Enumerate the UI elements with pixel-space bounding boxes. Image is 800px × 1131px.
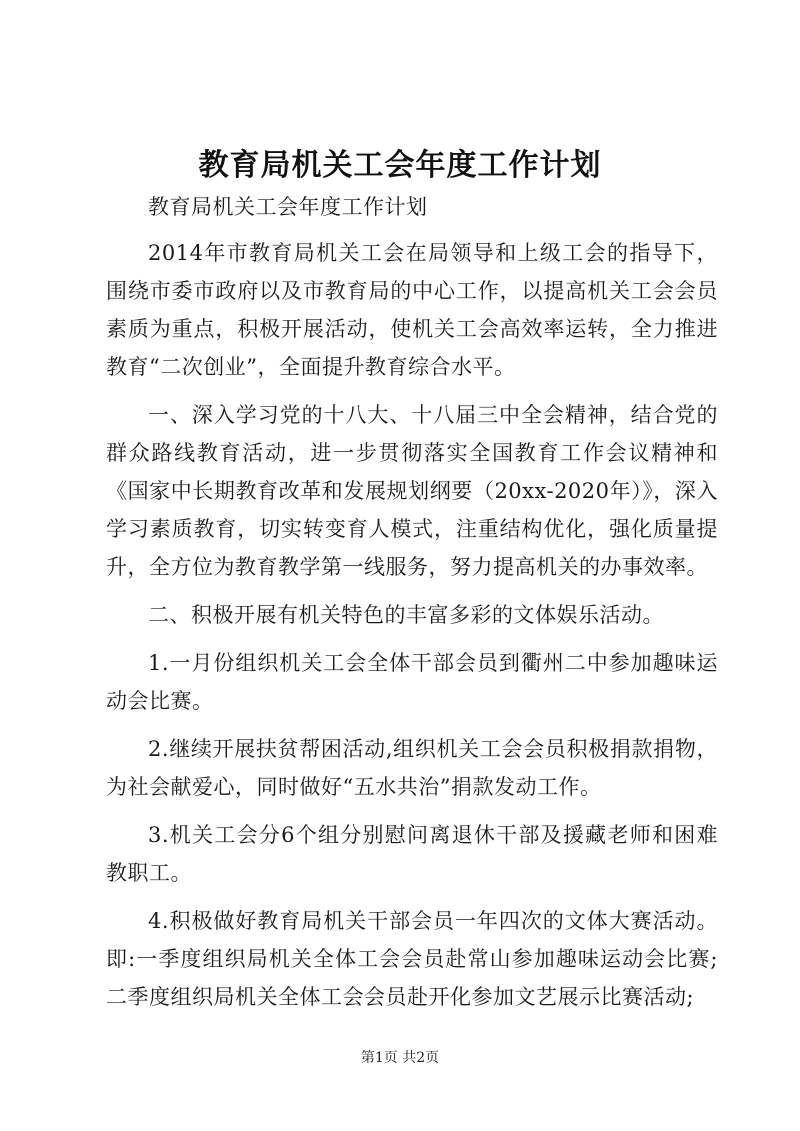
document-body [106,188,718,1026]
page-number: 第1页 共2页 [360,1050,440,1066]
paragraph-section-2: 二、积极开展有机关特色的丰富多彩的文体娱乐活动。 [148,603,664,627]
paragraph-item-2: 2.继续开展扶贫帮困活动,组织机关工会会员积极捐款捐物，为社会献爱心，同时做好“五水共治”捐款发动工作。 [106,737,718,799]
paragraph-intro: 2014年市教育局机关工会在局领导和上级工会的指导下，围绕市委市政府以及市教育局的中心工作，以提高机关工会会员素质为重点，积极开展活动，使机关工会高效率运转，全力推进教育“二次创业”，全面提升教育综合水平。 [106,241,718,379]
paragraph-section-1: 一、深入学习党的十八大、十八届三中全会精神，结合党的群众路线教育活动，进一步贯彻落实全国教育工作会议精神和《国家中长期教育改革和发展规划纲要（20xx-2020年）》，深入学习素质教育，切实转变育人模式，注重结构优化，强化质量提升，全方位为教育教学第一线服务，努力提高机关的办事效率。 [106,403,718,579]
paragraph-item-3: 3.机关工会分6个组分别慰问离退休干部及援藏老师和困难教职工。 [106,823,718,885]
paragraph-item-4: 4.积极做好教育局机关干部会员一年四次的文体大赛活动。即:一季度组织局机关全体工会会员赴常山参加趣味运动会比赛;二季度组织局机关全体工会会员赴开化参加文艺展示比赛活动; [106,909,718,1009]
document-title: 教育局机关工会年度工作计划 [198,148,602,183]
paragraph-subtitle: 教育局机关工会年度工作计划 [148,195,428,219]
paragraph-item-1: 1.一月份组织机关工会全体干部会员到衢州二中参加趣味运动会比赛。 [106,651,718,713]
